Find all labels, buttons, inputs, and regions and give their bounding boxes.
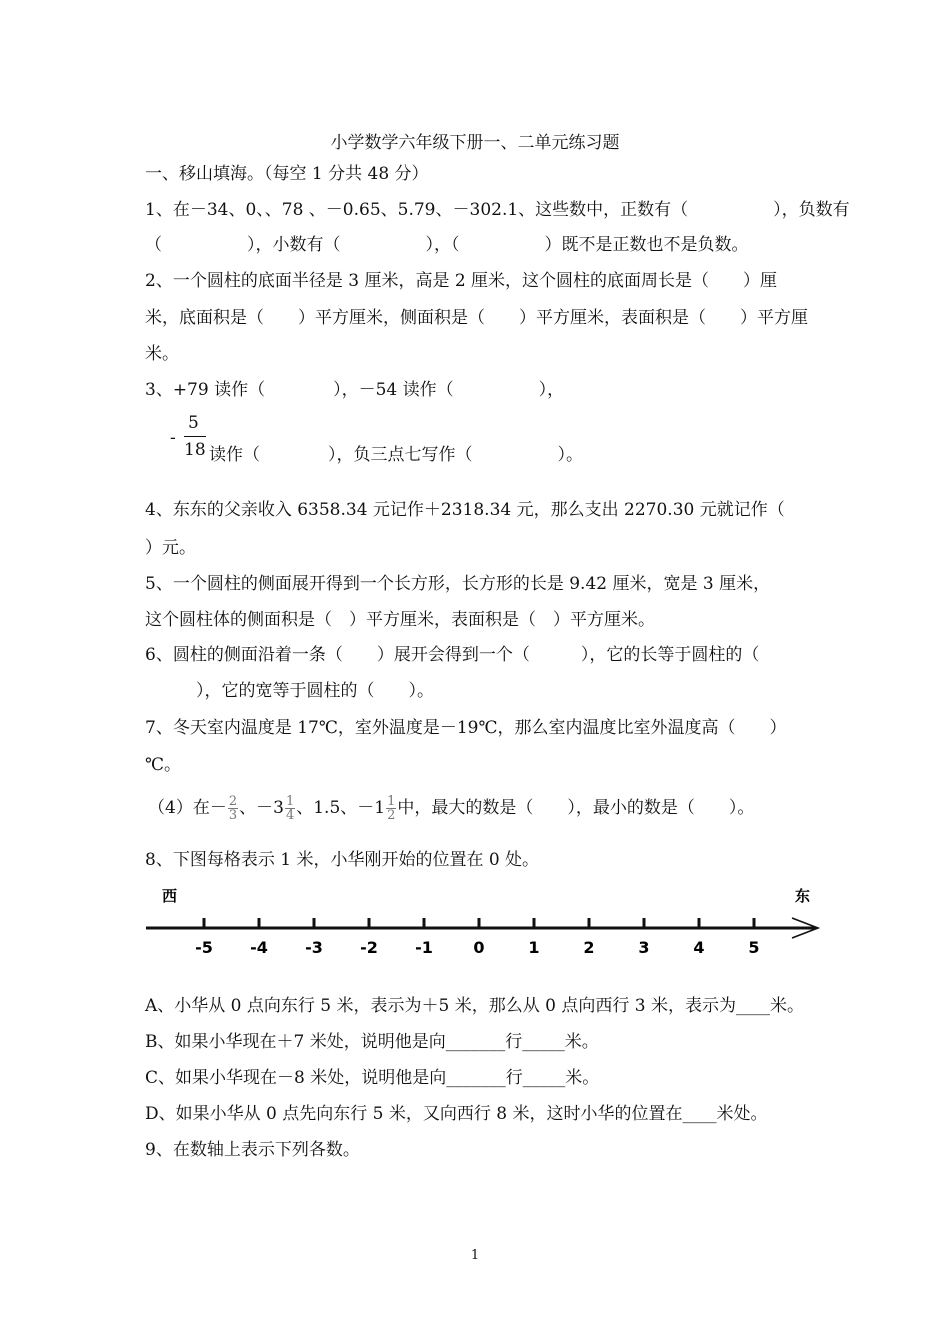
west-label: 西 bbox=[162, 887, 178, 905]
q7b-part-1: （4）在－ bbox=[148, 798, 227, 818]
fraction-denominator: 18 bbox=[184, 440, 206, 460]
axis-tick-label: -2 bbox=[360, 938, 378, 957]
axis-tick-label: -5 bbox=[195, 938, 213, 957]
fraction-bar bbox=[184, 436, 206, 437]
fraction-minus: - bbox=[170, 428, 176, 448]
q7b-part-2: 、－3 bbox=[239, 798, 284, 818]
axis-tick-label: 4 bbox=[693, 938, 705, 957]
axis-tick-label: 1 bbox=[528, 938, 540, 957]
q3-line-1: 3、+79 读作（ ），－54 读作（ ）， bbox=[145, 380, 565, 400]
q8-line: 8、下图每格表示 1 米，小华刚开始的位置在 0 处。 bbox=[145, 850, 540, 870]
axis-tick-label: -1 bbox=[415, 938, 433, 957]
fraction-denominator: 2 bbox=[387, 808, 396, 823]
fraction-1-4 bbox=[285, 795, 295, 822]
q2-line-2: 米，底面积是（ ）平方厘米，侧面积是（ ）平方厘米，表面积是（ ）平方厘 bbox=[145, 308, 808, 328]
fraction-numerator: 1 bbox=[387, 794, 396, 809]
axis-tick-label: 5 bbox=[748, 938, 760, 957]
q1-line-1: 1、在－34、0、、78 、－0.65、5.79、－302.1、这些数中，正数有（ ），负数有 bbox=[145, 200, 850, 220]
section-heading: 一、移山填海。（每空 1 分共 48 分） bbox=[145, 164, 429, 184]
q9-line: 9、在数轴上表示下列各数。 bbox=[145, 1140, 360, 1160]
q2-line-3: 米。 bbox=[145, 344, 179, 364]
question-a: A、小华从 0 点向东行 5 米，表示为＋5 米，那么从 0 点向西行 3 米，表示为____米。 bbox=[145, 996, 804, 1016]
q5-line-1: 5、一个圆柱的侧面展开得到一个长方形，长方形的长是 9.42 厘米，宽是 3 厘米， bbox=[145, 574, 771, 594]
q7b-part-4: 中，最大的数是（ ），最小的数是（ ）。 bbox=[397, 798, 755, 818]
q6-line-2: ），它的宽等于圆柱的（ ）。 bbox=[145, 681, 434, 701]
axis-tick-label: 3 bbox=[638, 938, 650, 957]
fraction-numerator: 2 bbox=[228, 794, 238, 809]
q1-line-2: （ ），小数有（ ），（ ）既不是正数也不是负数。 bbox=[145, 235, 749, 255]
axis-tick-label: -4 bbox=[250, 938, 268, 957]
q4-line-1: 4、东东的父亲收入 6358.34 元记作＋2318.34 元，那么支出 2270.30 元就记作（ bbox=[145, 500, 785, 520]
axis-tick-label: -3 bbox=[305, 938, 323, 957]
q4-line-2: ）元。 bbox=[145, 538, 196, 558]
fraction-numerator: 1 bbox=[285, 794, 295, 809]
east-label: 东 bbox=[795, 887, 811, 905]
q7-line-1: 7、冬天室内温度是 17℃，室外温度是－19℃，那么室内温度比室外温度高（ ） bbox=[145, 718, 787, 738]
number-line bbox=[140, 880, 830, 965]
question-c: C、如果小华现在－8 米处，说明他是向_______行_____米。 bbox=[145, 1068, 600, 1088]
axis-tick-label: 2 bbox=[583, 938, 595, 957]
q7b-part-3: 、1.5、－1 bbox=[296, 798, 386, 818]
fraction-2-3 bbox=[228, 795, 238, 822]
q5-line-2: 这个圆柱体的侧面积是（ ）平方厘米，表面积是（ ）平方厘米。 bbox=[145, 610, 655, 630]
axis-ticks bbox=[195, 918, 759, 957]
fraction-numerator: 5 bbox=[188, 413, 199, 433]
q7-line-2: ℃。 bbox=[145, 755, 182, 775]
fraction-denominator: 4 bbox=[285, 808, 295, 823]
q7b-line bbox=[148, 793, 754, 823]
fraction-denominator: 3 bbox=[228, 808, 238, 823]
q2-line-1: 2、一个圆柱的底面半径是 3 厘米，高是 2 厘米，这个圆柱的底面周长是（ ）厘 bbox=[145, 271, 778, 291]
axis-tick-label: 0 bbox=[473, 938, 485, 957]
page-number: 1 bbox=[470, 1248, 480, 1263]
q3-line-2: 读作（ ），负三点七写作（ ）。 bbox=[209, 445, 583, 465]
page-title: 小学数学六年级下册一、二单元练习题 bbox=[330, 133, 620, 153]
q6-line-1: 6、圆柱的侧面沿着一条（ ）展开会得到一个（ ），它的长等于圆柱的（ bbox=[145, 645, 760, 665]
question-d: D、如果小华从 0 点先向东行 5 米，又向西行 8 米，这时小华的位置在____米处。 bbox=[145, 1104, 768, 1124]
fraction-1-2 bbox=[386, 795, 396, 822]
question-b: B、如果小华现在＋7 米处，说明他是向_______行_____米。 bbox=[145, 1032, 599, 1052]
